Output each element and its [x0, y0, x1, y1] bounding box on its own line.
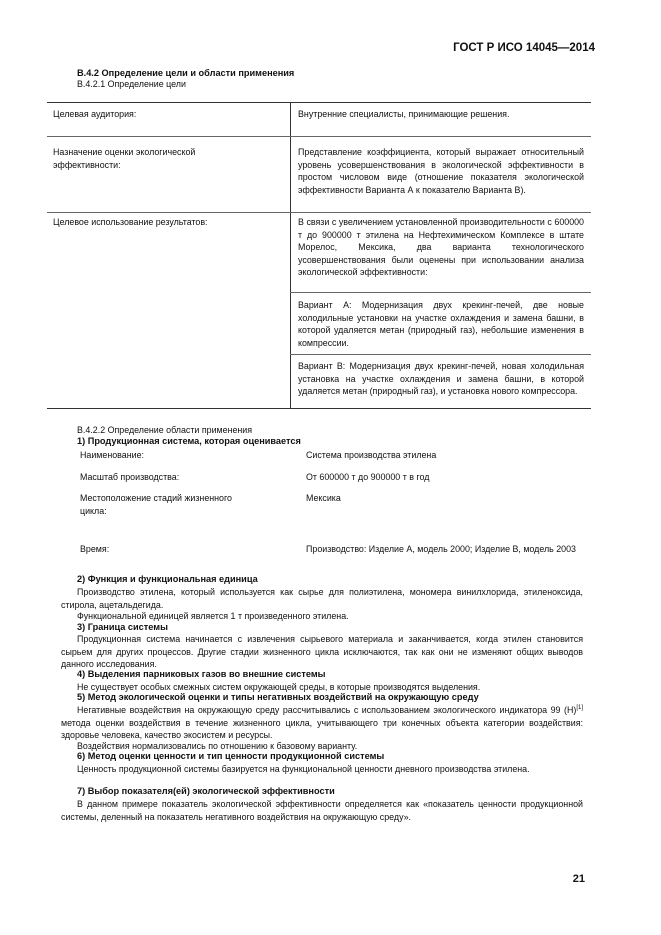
item6-title: 6) Метод оценки ценности и тип ценности продукционной системы [77, 751, 385, 761]
table-row-separator [47, 212, 591, 213]
item5-title: 5) Метод экологической оценки и типы негативных воздействий на окружающую среду [77, 692, 479, 702]
goal-row-label: Назначение оценки экологической эффективности: [53, 147, 196, 170]
item7-title: 7) Выбор показателя(ей) экологической эффективности [77, 786, 335, 796]
page-number: 21 [572, 873, 585, 885]
goal-row-label: Целевая аудитория: [53, 109, 137, 119]
table-column-divider [290, 102, 291, 408]
goal-row-value: Вариант В: Модернизация двух крекинг-печей, новая холодильная установка на участке охлаждения и замена башни, в которой удаляется метан (природный газ), и установка нового компрессора. [298, 361, 584, 397]
scope-label: Наименование: [80, 450, 144, 460]
section-subtitle-b421: B.4.2.1 Определение цели [77, 79, 186, 89]
section-title-b42: B.4.2 Определение цели и области применения [77, 68, 295, 78]
section-subtitle-b422: B.4.2.2 Определение области применения [77, 425, 253, 435]
scope-label: Местоположение стадий жизненного цикла: [80, 493, 232, 516]
goal-row-label: Целевое использование результатов: [53, 217, 208, 227]
goal-row-value: Вариант А: Модернизация двух крекинг-печей, две новые холодильные установки на участке охлаждения и замена башни, в которой удаляется метан (природный газ), небольшие изменения в компрессии. [298, 300, 584, 348]
table-row-separator [47, 136, 591, 137]
item5-paragraph: Негативные воздействия на окружающую среду рассчитывались с использованием экологического индикатора 99 (Н)[1] метода оценки воздействия в течение жизненного цикла, учитывающего три конечных объекта категории воздействия: здоровье человека, качество экосистем и ресурсы. [61, 705, 583, 741]
item4-title: 4) Выделения парниковых газов во внешние системы [77, 669, 326, 679]
item3-paragraph: Продукционная система начинается с извлечения сырьевого материала и заканчивается, когда этилен становится сырьем для других процессов. Другие стадии жизненного цикла исключаются, так как они не изменяют общих выводов данного исследования. [61, 634, 583, 670]
goal-row-value: Внутренние специалисты, принимающие решения. [298, 109, 510, 119]
goal-row-value: В связи с увеличением установленной производительности с 600000 т до 900000 т этилена на Нефтехимическом Комплексе в штате Морелос, Мексика, два варианта технологического усовершенствования были оценены при использовании анализа экологической эффективности: [298, 217, 584, 278]
scope-value: Мексика [306, 493, 341, 503]
table-border-bottom [47, 408, 591, 409]
item4-paragraph: Не существует особых смежных систем окружающей среды, в которые производятся выделения. [77, 682, 481, 692]
item2-paragraph-2: Функциональной единицей является 1 т произведенного этилена. [77, 611, 349, 621]
table-row-separator [290, 292, 591, 293]
scope-label: Масштаб производства: [80, 472, 180, 482]
item2-title: 2) Функция и функциональная единица [77, 574, 258, 584]
item3-title: 3) Граница системы [77, 622, 168, 632]
table-row-separator [290, 354, 591, 355]
item7-paragraph: В данном примере показатель экологической эффективности определяется как «показатель ценности продукционной системы, деленный на показатель негативного воздействия на окружающую среду». [61, 799, 583, 822]
item6-paragraph: Ценность продукционной системы базируется на функциональной ценности дневного производства этилена. [77, 764, 530, 774]
item1-title: 1) Продукционная система, которая оценивается [77, 436, 301, 446]
item2-paragraph: Производство этилена, который используется как сырье для полиэтилена, мономера винилхлорида, этиленоксида, стирола, ацетальдегида. [61, 587, 583, 610]
scope-value: Система производства этилена [306, 450, 437, 460]
goal-definition-table [47, 102, 591, 408]
item5-paragraph-2: Воздействия нормализовались по отношению к базовому варианту. [77, 741, 358, 751]
table-border-top [47, 102, 591, 103]
goal-row-value: Представление коэффициента, который выражает относительный уровень усовершенствования в экологической эффективности в простом числовом виде (отношение показателя экологической эффективности Варианта А к показателю Варианта В). [298, 147, 584, 195]
scope-value: От 600000 т до 900000 т в год [306, 472, 430, 482]
scope-value: Производство: Изделие А, модель 2000; Изделие В, модель 2003 [306, 544, 576, 554]
document-standard-header: ГОСТ Р ИСО 14045—2014 [453, 42, 595, 54]
scope-label: Время: [80, 544, 110, 554]
